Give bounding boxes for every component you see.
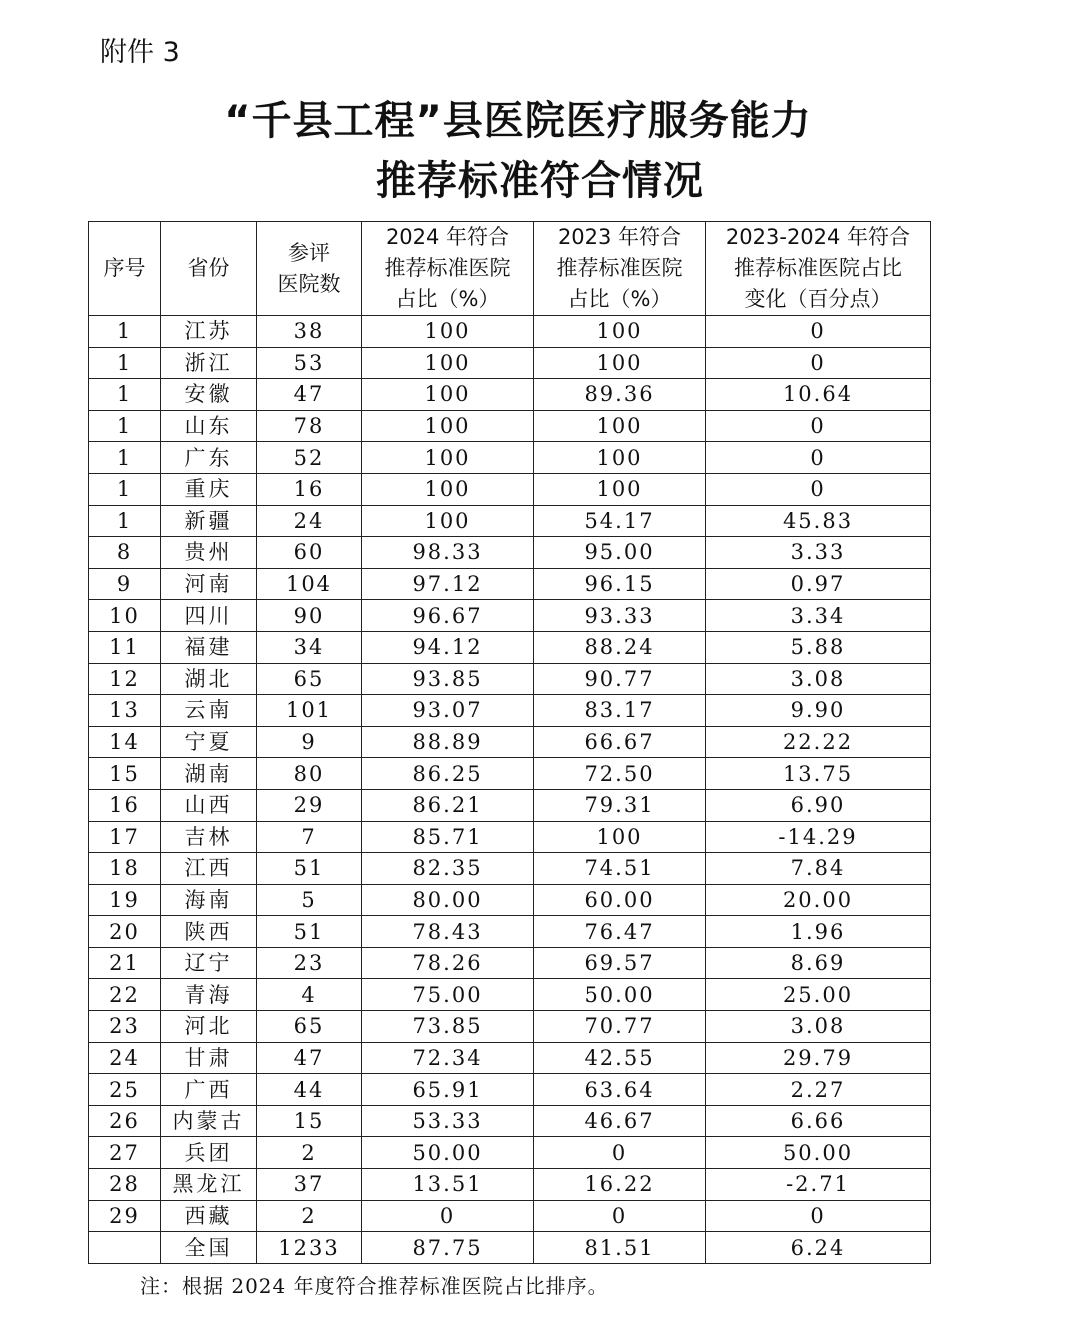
hospital-count-cell: 29 — [257, 789, 362, 821]
table-row — [89, 789, 931, 821]
rank-cell: 9 — [89, 568, 161, 600]
rank-cell: 1 — [89, 505, 161, 537]
ratio-2024-cell: 73.85 — [362, 1011, 534, 1043]
hospital-count-cell: 16 — [257, 473, 362, 505]
table-row — [89, 316, 931, 348]
ratio-2023-cell: 100 — [534, 442, 706, 474]
province-cell: 陕西 — [161, 916, 257, 948]
change-cell: 0 — [706, 410, 931, 442]
rank-cell: 25 — [89, 1074, 161, 1106]
ratio-2023-cell: 46.67 — [534, 1105, 706, 1137]
ratio-2024-cell: 78.43 — [362, 916, 534, 948]
rank-cell: 27 — [89, 1137, 161, 1169]
table-row — [89, 821, 931, 853]
change-cell: 6.66 — [706, 1105, 931, 1137]
hospital-count-cell: 60 — [257, 537, 362, 569]
rank-cell: 11 — [89, 631, 161, 663]
rank-cell: 23 — [89, 1011, 161, 1043]
table-header — [89, 222, 931, 316]
change-cell: 45.83 — [706, 505, 931, 537]
header-line: 序号 — [103, 256, 146, 280]
ratio-2023-cell: 74.51 — [534, 853, 706, 885]
hospital-count-cell: 104 — [257, 568, 362, 600]
ratio-2024-cell: 93.85 — [362, 663, 534, 695]
province-cell: 新疆 — [161, 505, 257, 537]
hospital-count-cell: 37 — [257, 1169, 362, 1201]
rank-cell: 10 — [89, 600, 161, 632]
ratio-2024-cell: 93.07 — [362, 695, 534, 727]
ratio-2024-cell: 88.89 — [362, 726, 534, 758]
ratio-2024-cell: 65.91 — [362, 1074, 534, 1106]
rank-cell: 21 — [89, 947, 161, 979]
ratio-2023-cell: 81.51 — [534, 1232, 706, 1264]
rank-cell: 1 — [89, 410, 161, 442]
change-cell: 9.90 — [706, 695, 931, 727]
table-row — [89, 1042, 931, 1074]
province-cell: 兵团 — [161, 1137, 257, 1169]
province-cell: 西藏 — [161, 1200, 257, 1232]
header-line: 省份 — [187, 256, 230, 280]
attachment-label: 附件 3 — [100, 37, 180, 68]
table-row — [89, 631, 931, 663]
hospital-count-cell: 78 — [257, 410, 362, 442]
province-cell: 青海 — [161, 979, 257, 1011]
province-cell: 海南 — [161, 884, 257, 916]
table-row — [89, 726, 931, 758]
table-row — [89, 853, 931, 885]
compliance-table — [88, 221, 931, 1264]
ratio-2024-cell: 75.00 — [362, 979, 534, 1011]
rank-cell: 1 — [89, 379, 161, 411]
ratio-2023-cell: 96.15 — [534, 568, 706, 600]
change-cell: 0 — [706, 442, 931, 474]
ratio-2023-cell: 88.24 — [534, 631, 706, 663]
hospital-count-cell: 2 — [257, 1200, 362, 1232]
table-row — [89, 884, 931, 916]
ratio-2024-cell: 0 — [362, 1200, 534, 1232]
province-cell: 湖南 — [161, 758, 257, 790]
table-row — [89, 1011, 931, 1043]
hospital-count-cell: 90 — [257, 600, 362, 632]
hospital-count-cell: 34 — [257, 631, 362, 663]
table-row — [89, 505, 931, 537]
province-cell: 河北 — [161, 1011, 257, 1043]
table-row — [89, 947, 931, 979]
ratio-2023-cell: 83.17 — [534, 695, 706, 727]
change-cell: 0 — [706, 473, 931, 505]
table-row — [89, 1105, 931, 1137]
province-cell: 福建 — [161, 631, 257, 663]
ratio-2024-cell: 94.12 — [362, 631, 534, 663]
ratio-2023-cell: 100 — [534, 316, 706, 348]
table-row — [89, 663, 931, 695]
page-title-line1: “千县工程”县医院医疗服务能力 — [224, 98, 812, 144]
table-row — [89, 758, 931, 790]
hospital-count-cell: 52 — [257, 442, 362, 474]
hospital-count-cell: 101 — [257, 695, 362, 727]
change-cell: 5.88 — [706, 631, 931, 663]
table-row — [89, 600, 931, 632]
change-cell: 3.34 — [706, 600, 931, 632]
ratio-2023-cell: 79.31 — [534, 789, 706, 821]
ratio-2024-cell: 85.71 — [362, 821, 534, 853]
ratio-2023-cell: 69.57 — [534, 947, 706, 979]
rank-cell: 15 — [89, 758, 161, 790]
ratio-2024-cell: 100 — [362, 442, 534, 474]
header-line: 变化（百分点） — [744, 287, 892, 311]
province-cell: 广西 — [161, 1074, 257, 1106]
ratio-2024-cell: 100 — [362, 316, 534, 348]
province-cell: 云南 — [161, 695, 257, 727]
province-cell: 山西 — [161, 789, 257, 821]
header-line: 2023 年符合 — [557, 225, 682, 249]
hospital-count-cell: 4 — [257, 979, 362, 1011]
ratio-2024-cell: 72.34 — [362, 1042, 534, 1074]
ratio-2023-cell: 66.67 — [534, 726, 706, 758]
ratio-2023-cell: 76.47 — [534, 916, 706, 948]
col-hospital-count-header — [257, 222, 362, 316]
page-title-line2: 推荐标准符合情况 — [376, 158, 704, 204]
ratio-2023-cell: 89.36 — [534, 379, 706, 411]
table-row — [89, 1137, 931, 1169]
table-row — [89, 473, 931, 505]
rank-cell: 13 — [89, 695, 161, 727]
ratio-2023-cell: 70.77 — [534, 1011, 706, 1043]
ratio-2024-cell: 50.00 — [362, 1137, 534, 1169]
ratio-2024-cell: 53.33 — [362, 1105, 534, 1137]
rank-cell: 19 — [89, 884, 161, 916]
table-row — [89, 1232, 931, 1264]
ratio-2024-cell: 87.75 — [362, 1232, 534, 1264]
header-line: 占比（%） — [395, 287, 500, 311]
ratio-2023-cell: 0 — [534, 1137, 706, 1169]
ratio-2023-cell: 100 — [534, 821, 706, 853]
rank-cell: 26 — [89, 1105, 161, 1137]
col-rank-header — [89, 222, 161, 316]
hospital-count-cell: 5 — [257, 884, 362, 916]
table-row — [89, 410, 931, 442]
ratio-2024-cell: 100 — [362, 505, 534, 537]
province-cell: 全国 — [161, 1232, 257, 1264]
change-cell: 13.75 — [706, 758, 931, 790]
hospital-count-cell: 23 — [257, 947, 362, 979]
ratio-2023-cell: 0 — [534, 1200, 706, 1232]
col-2023-ratio-header — [534, 222, 706, 316]
change-cell: 20.00 — [706, 884, 931, 916]
rank-cell: 29 — [89, 1200, 161, 1232]
change-cell: 50.00 — [706, 1137, 931, 1169]
table-body — [89, 316, 931, 1264]
col-change-header — [706, 222, 931, 316]
change-cell: 2.27 — [706, 1074, 931, 1106]
province-cell: 宁夏 — [161, 726, 257, 758]
header-line: 2023-2024 年符合 — [725, 225, 911, 249]
change-cell: 0.97 — [706, 568, 931, 600]
change-cell: 6.90 — [706, 789, 931, 821]
table-row — [89, 695, 931, 727]
hospital-count-cell: 53 — [257, 347, 362, 379]
change-cell: 25.00 — [706, 979, 931, 1011]
hospital-count-cell: 47 — [257, 379, 362, 411]
table-row — [89, 1074, 931, 1106]
change-cell: 0 — [706, 316, 931, 348]
rank-cell: 1 — [89, 347, 161, 379]
change-cell: 0 — [706, 1200, 931, 1232]
ratio-2024-cell: 97.12 — [362, 568, 534, 600]
change-cell: 1.96 — [706, 916, 931, 948]
hospital-count-cell: 24 — [257, 505, 362, 537]
ratio-2024-cell: 82.35 — [362, 853, 534, 885]
province-cell: 重庆 — [161, 473, 257, 505]
province-cell: 吉林 — [161, 821, 257, 853]
col-province-header — [161, 222, 257, 316]
province-cell: 黑龙江 — [161, 1169, 257, 1201]
province-cell: 河南 — [161, 568, 257, 600]
rank-cell: 16 — [89, 789, 161, 821]
table-row — [89, 979, 931, 1011]
header-line: 推荐标准医院占比 — [734, 256, 902, 280]
ratio-2023-cell: 90.77 — [534, 663, 706, 695]
ratio-2023-cell: 60.00 — [534, 884, 706, 916]
rank-cell: 1 — [89, 316, 161, 348]
header-line: 占比（%） — [567, 287, 672, 311]
province-cell: 贵州 — [161, 537, 257, 569]
ratio-2024-cell: 98.33 — [362, 537, 534, 569]
ratio-2024-cell: 100 — [362, 379, 534, 411]
change-cell: 29.79 — [706, 1042, 931, 1074]
ratio-2024-cell: 100 — [362, 473, 534, 505]
hospital-count-cell: 65 — [257, 663, 362, 695]
table-row — [89, 442, 931, 474]
change-cell: 6.24 — [706, 1232, 931, 1264]
ratio-2023-cell: 95.00 — [534, 537, 706, 569]
ratio-2023-cell: 100 — [534, 473, 706, 505]
change-cell: 8.69 — [706, 947, 931, 979]
header-line: 2024 年符合 — [385, 225, 510, 249]
ratio-2024-cell: 80.00 — [362, 884, 534, 916]
ratio-2023-cell: 54.17 — [534, 505, 706, 537]
ratio-2024-cell: 86.25 — [362, 758, 534, 790]
ratio-2023-cell: 50.00 — [534, 979, 706, 1011]
header-line: 医院数 — [277, 271, 341, 296]
hospital-count-cell: 9 — [257, 726, 362, 758]
province-cell: 广东 — [161, 442, 257, 474]
change-cell: -2.71 — [706, 1169, 931, 1201]
rank-cell: 1 — [89, 442, 161, 474]
rank-cell — [89, 1232, 161, 1264]
col-2024-ratio-header — [362, 222, 534, 316]
province-cell: 江西 — [161, 853, 257, 885]
change-cell: 3.33 — [706, 537, 931, 569]
ratio-2024-cell: 100 — [362, 410, 534, 442]
table-row — [89, 347, 931, 379]
hospital-count-cell: 7 — [257, 821, 362, 853]
rank-cell: 12 — [89, 663, 161, 695]
hospital-count-cell: 38 — [257, 316, 362, 348]
header-row — [89, 222, 931, 316]
ratio-2023-cell: 100 — [534, 347, 706, 379]
table-row — [89, 379, 931, 411]
hospital-count-cell: 51 — [257, 853, 362, 885]
change-cell: 22.22 — [706, 726, 931, 758]
province-cell: 内蒙古 — [161, 1105, 257, 1137]
hospital-count-cell: 51 — [257, 916, 362, 948]
province-cell: 四川 — [161, 600, 257, 632]
ratio-2023-cell: 100 — [534, 410, 706, 442]
hospital-count-cell: 47 — [257, 1042, 362, 1074]
ratio-2023-cell: 63.64 — [534, 1074, 706, 1106]
province-cell: 辽宁 — [161, 947, 257, 979]
ratio-2023-cell: 16.22 — [534, 1169, 706, 1201]
hospital-count-cell: 2 — [257, 1137, 362, 1169]
rank-cell: 20 — [89, 916, 161, 948]
table-row — [89, 568, 931, 600]
province-cell: 浙江 — [161, 347, 257, 379]
ratio-2024-cell: 100 — [362, 347, 534, 379]
province-cell: 江苏 — [161, 316, 257, 348]
table-row — [89, 1200, 931, 1232]
header-line: 参评 — [288, 240, 330, 265]
hospital-count-cell: 44 — [257, 1074, 362, 1106]
province-cell: 安徽 — [161, 379, 257, 411]
ratio-2024-cell: 78.26 — [362, 947, 534, 979]
change-cell: 10.64 — [706, 379, 931, 411]
rank-cell: 28 — [89, 1169, 161, 1201]
ratio-2023-cell: 42.55 — [534, 1042, 706, 1074]
ratio-2023-cell: 93.33 — [534, 600, 706, 632]
province-cell: 山东 — [161, 410, 257, 442]
change-cell: 3.08 — [706, 663, 931, 695]
hospital-count-cell: 80 — [257, 758, 362, 790]
hospital-count-cell: 65 — [257, 1011, 362, 1043]
hospital-count-cell: 15 — [257, 1105, 362, 1137]
table-row — [89, 1169, 931, 1201]
ratio-2024-cell: 86.21 — [362, 789, 534, 821]
ratio-2023-cell: 72.50 — [534, 758, 706, 790]
header-line: 推荐标准医院 — [556, 256, 683, 280]
rank-cell: 18 — [89, 853, 161, 885]
footnote: 注：根据 2024 年度符合推荐标准医院占比排序。 — [140, 1274, 609, 1298]
ratio-2024-cell: 13.51 — [362, 1169, 534, 1201]
province-cell: 湖北 — [161, 663, 257, 695]
rank-cell: 8 — [89, 537, 161, 569]
header-line: 推荐标准医院 — [384, 256, 511, 280]
hospital-count-cell: 1233 — [257, 1232, 362, 1264]
rank-cell: 1 — [89, 473, 161, 505]
ratio-2024-cell: 96.67 — [362, 600, 534, 632]
change-cell: -14.29 — [706, 821, 931, 853]
change-cell: 3.08 — [706, 1011, 931, 1043]
change-cell: 7.84 — [706, 853, 931, 885]
change-cell: 0 — [706, 347, 931, 379]
table-row — [89, 537, 931, 569]
rank-cell: 24 — [89, 1042, 161, 1074]
table-row — [89, 916, 931, 948]
province-cell: 甘肃 — [161, 1042, 257, 1074]
rank-cell: 22 — [89, 979, 161, 1011]
rank-cell: 14 — [89, 726, 161, 758]
rank-cell: 17 — [89, 821, 161, 853]
